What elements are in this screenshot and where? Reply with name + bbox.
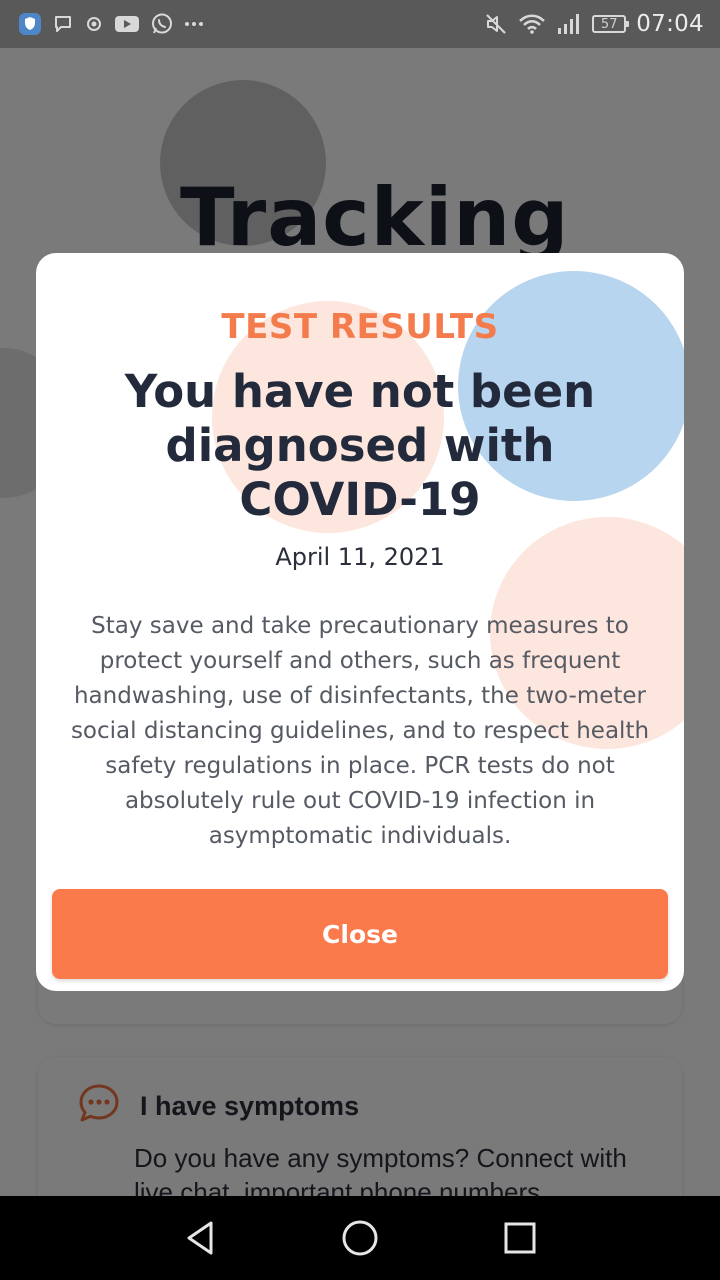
- battery-level: 57: [600, 16, 618, 32]
- shield-icon: [18, 12, 42, 36]
- signal-icon: [556, 12, 582, 36]
- youtube-icon: [114, 14, 140, 34]
- wifi-icon: [518, 13, 546, 35]
- recents-icon[interactable]: [496, 1214, 544, 1262]
- whatsapp-icon: [150, 12, 174, 36]
- status-bar-left: [18, 12, 204, 36]
- more-dots-icon: [184, 20, 204, 28]
- dialog-message: Stay save and take precautionary measures to protect yourself and others, such as frequent handwashing, use of disinfectants, the two-meter social distancing guidelines, and to respect health safety regulations in place. PCR tests do not absolutely rule out COVID-19 infection in asymptomatic individuals.: [70, 613, 650, 849]
- dialog-title: You have not been diagnosed with COVID-19: [124, 365, 596, 526]
- close-button[interactable]: Close: [52, 889, 668, 979]
- location-dot-icon: [84, 14, 104, 34]
- chat-bubble-icon: [52, 13, 74, 35]
- test-date: April 11, 2021: [275, 543, 445, 571]
- test-results-dialog: [36, 253, 684, 991]
- dialog-kicker: TEST RESULTS: [221, 307, 499, 347]
- back-icon[interactable]: [176, 1214, 224, 1262]
- clock: 07:04: [636, 11, 704, 37]
- status-bar: [0, 0, 720, 48]
- battery-icon: [592, 15, 626, 33]
- mute-icon: [484, 12, 508, 36]
- home-icon[interactable]: [336, 1214, 384, 1262]
- status-bar-right: [484, 11, 704, 37]
- navigation-bar: [0, 1196, 720, 1280]
